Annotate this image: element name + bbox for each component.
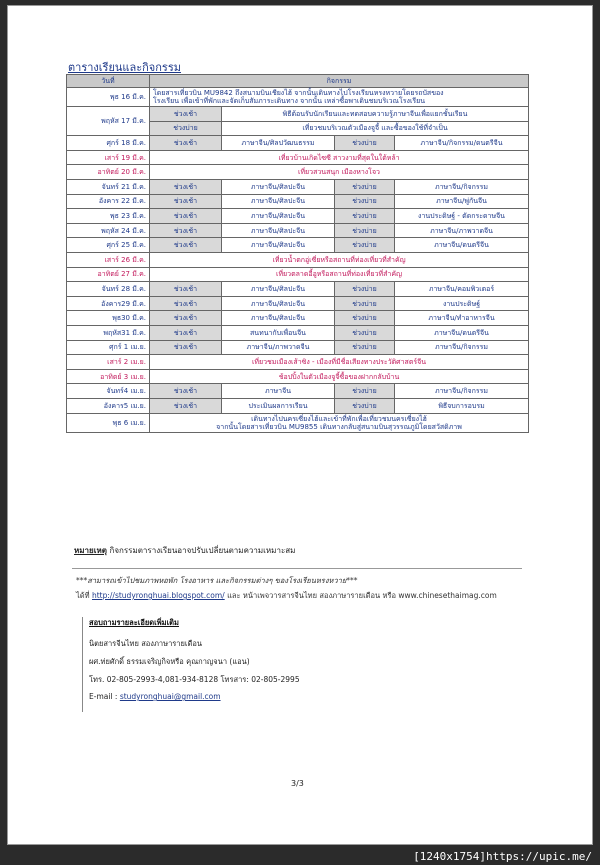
contact-line: นิตยสารจีนไทย สองภาษารายเดือน bbox=[89, 639, 202, 648]
activity-cell: เที่ยวสวนสนุก เมืองหางโจว bbox=[150, 165, 529, 180]
image-footer: [1240x1754]https://upic.me/ bbox=[413, 850, 592, 863]
promo-suffix: และ หน้าเพจวารสารจีนไทย สองภาษารายเดือน หรือ www.chinesethaimag.com bbox=[224, 591, 497, 600]
promo-links bbox=[76, 590, 497, 602]
email-link[interactable]: studyronghuai@gmail.com bbox=[119, 692, 221, 701]
activity-cell: ภาษาจีน/ศิลปวัฒนธรรม bbox=[222, 136, 335, 151]
activity-cell: ภาษาจีน/คอมพิวเตอร์ bbox=[395, 282, 529, 297]
session-label: ช่วงบ่าย bbox=[335, 282, 395, 297]
row-activity bbox=[150, 413, 529, 432]
contact-phone: โทร. 02-805-2993-4,081-934-8128 โทรสาร: 02-805-2995 bbox=[89, 675, 300, 684]
session-label: ช่วงเช้า bbox=[150, 326, 222, 341]
activity-cell: ภาษาจีน/ศิลปะจีน bbox=[222, 282, 335, 297]
row-day: เสาร์ 2 เม.ย. bbox=[67, 355, 150, 370]
activity-cell: ภาษาจีน/ศิลปะจีน bbox=[222, 223, 335, 238]
activity-cell: เที่ยวน้ำตกอู่เซี่ยหรือสถานที่ท่องเที่ยวที่สำคัญ bbox=[150, 253, 529, 268]
table-row bbox=[67, 413, 529, 432]
schedule-table bbox=[66, 74, 529, 433]
session-label: ช่วงเช้า bbox=[150, 340, 222, 355]
table-row bbox=[67, 398, 529, 413]
row-day: จันทร์4 เม.ย. bbox=[67, 384, 150, 399]
row-day: ศุกร์ 1 เม.ย. bbox=[67, 340, 150, 355]
activity-cell: ภาษาจีน/กิจกรรม/ดนตรีจีน bbox=[395, 136, 529, 151]
table-row bbox=[67, 253, 529, 268]
table-header-row bbox=[67, 75, 529, 88]
table-row bbox=[67, 165, 529, 180]
row-day: พุธ 16 มี.ค. bbox=[67, 88, 150, 107]
session-label: ช่วงบ่าย bbox=[335, 311, 395, 326]
table-row bbox=[67, 311, 529, 326]
activity-cell: ภาษาจีน/กิจกรรม bbox=[395, 340, 529, 355]
row-day: ศุกร์ 18 มี.ค. bbox=[67, 136, 150, 151]
activity-cell: ภาษาจีน/ภาพวาดจีน bbox=[395, 223, 529, 238]
row-day: อาทิตย์ 20 มี.ค. bbox=[67, 165, 150, 180]
table-row bbox=[67, 107, 529, 122]
email-label: E-mail : bbox=[89, 692, 120, 701]
activity-line: เดินทางไปนครเซี่ยงไฮ้และเข้าที่พักเพื่อเที่ยวชมนครเซี่ยงไฮ้ bbox=[251, 414, 427, 423]
activity-cell: ภาษาจีน/ภาพวาดจีน bbox=[222, 340, 335, 355]
activity-line: จากนั้นโดยสารเที่ยวบิน MU9855 เดินทางกลับสู่สนามบินสุวรรณภูมิโดยสวัสดิภาพ bbox=[216, 422, 462, 431]
row-day: พุธ 23 มี.ค. bbox=[67, 209, 150, 224]
table-row bbox=[67, 180, 529, 195]
activity-cell: ประเมินผลการเรียน bbox=[222, 398, 335, 413]
row-day: อาทิตย์ 3 เม.ย. bbox=[67, 369, 150, 384]
activity-cell: ภาษาจีน/ศิลปะจีน bbox=[222, 180, 335, 195]
session-label: ช่วงเช้า bbox=[150, 136, 222, 151]
blog-link[interactable]: http://studyronghuai.blogspot.com/ bbox=[91, 591, 225, 600]
note bbox=[74, 544, 295, 557]
activity-cell: งานประดิษฐ์ - ตัดกระดาษจีน bbox=[395, 209, 529, 224]
activity-cell: ภาษาจีน/ศิลปะจีน bbox=[222, 238, 335, 253]
activity-cell: สนทนากับเพื่อนจีน bbox=[222, 326, 335, 341]
activity-cell: งานประดิษฐ์ bbox=[395, 296, 529, 311]
table-row bbox=[67, 150, 529, 165]
activity-cell: ภาษาจีน bbox=[222, 384, 335, 399]
table-row bbox=[67, 88, 529, 107]
divider bbox=[72, 568, 522, 569]
activity-cell: ช้อปปิ้งในตัวเมืองจูจี้ซื้อของฝากกลับบ้าน bbox=[150, 369, 529, 384]
activity-line: โดยสารเที่ยวบิน MU9842 ถึงสนามบินเชียงไฮ้ จากนั้นเดินทางไปโรงเรียนหรงหวายโดยรถบัสของ bbox=[153, 89, 444, 97]
session-label: ช่วงเช้า bbox=[150, 223, 222, 238]
note-text: กิจกรรมตารางเรียนอาจปรับเปลี่ยนตามความเหมาะสม bbox=[106, 546, 296, 555]
activity-cell: พิธีจบการอบรม bbox=[395, 398, 529, 413]
session-label: ช่วงเช้า bbox=[150, 107, 222, 122]
row-day: อังคาร 22 มี.ค. bbox=[67, 194, 150, 209]
session-label: ช่วงบ่าย bbox=[335, 209, 395, 224]
row-day: พุธ30 มี.ค. bbox=[67, 311, 150, 326]
row-day: จันทร์ 21 มี.ค. bbox=[67, 180, 150, 195]
session-label: ช่วงเช้า bbox=[150, 384, 222, 399]
row-day: อาทิตย์ 27 มี.ค. bbox=[67, 267, 150, 282]
row-day: จันทร์ 28 มี.ค. bbox=[67, 282, 150, 297]
row-day: พุธ 6 เม.ย. bbox=[67, 413, 150, 432]
activity-cell: ภาษาจีน/พู่กันจีน bbox=[395, 194, 529, 209]
session-label: ช่วงบ่าย bbox=[335, 398, 395, 413]
contact-line: ผศ.ท่ยศักดิ์ ธรรมเจริญกิจหรือ คุณกาญจนา (แอน) bbox=[89, 657, 250, 666]
row-day: พฤหัส31 มี.ค. bbox=[67, 326, 150, 341]
row-activity bbox=[150, 88, 529, 107]
session-label: ช่วงเช้า bbox=[150, 238, 222, 253]
session-label: ช่วงบ่าย bbox=[335, 340, 395, 355]
activity-cell: เที่ยวชมเมืองเส้าซิง - เมืองที่มีชื่อเสียงทางประวัติศาสตร์จีน bbox=[150, 355, 529, 370]
page-number: 3/3 bbox=[291, 779, 304, 788]
promo-text: ***สามารถเข้าไปชมภาพหอพัก โรงอาหาร และกิจกรรมต่างๆ ของโรงเรียนหรงหวาย*** bbox=[76, 576, 358, 585]
row-day: อังคาร29 มี.ค. bbox=[67, 296, 150, 311]
table-row bbox=[67, 369, 529, 384]
session-label: ช่วงเช้า bbox=[150, 194, 222, 209]
table-row bbox=[67, 340, 529, 355]
row-day: อังคาร5 เม.ย. bbox=[67, 398, 150, 413]
contact-heading: สอบถามรายละเอียดเพิ่มเติม bbox=[89, 618, 179, 627]
activity-cell: พิธีต้อนรับนักเรียนและทดสอบความรู้ภาษาจีนเพื่อแยกชั้นเรียน bbox=[222, 107, 529, 122]
activity-cell: เที่ยวบ้านเกิดไซซี สาวงามที่สุดในใต้หล้า bbox=[150, 150, 529, 165]
activity-cell: ภาษาจีน/ศิลปะจีน bbox=[222, 209, 335, 224]
session-label: ช่วงเช้า bbox=[150, 311, 222, 326]
table-row bbox=[67, 136, 529, 151]
header-day: วันที่ bbox=[67, 75, 150, 88]
activity-cell: ภาษาจีน/ศิลปะจีน bbox=[222, 194, 335, 209]
contact-email-line bbox=[89, 692, 522, 701]
session-label: ช่วงเช้า bbox=[150, 296, 222, 311]
contact-box bbox=[82, 617, 522, 712]
session-label: ช่วงบ่าย bbox=[335, 194, 395, 209]
table-row bbox=[67, 296, 529, 311]
activity-cell: ภาษาจีน/ศิลปะจีน bbox=[222, 311, 335, 326]
table-row bbox=[67, 326, 529, 341]
session-label: ช่วงบ่าย bbox=[335, 238, 395, 253]
table-row bbox=[67, 223, 529, 238]
table-row bbox=[67, 238, 529, 253]
activity-cell: ภาษาจีน/ดนตรีจีน bbox=[395, 238, 529, 253]
promo-prefix: ได้ที่ bbox=[76, 591, 92, 600]
session-label: ช่วงเช้า bbox=[150, 282, 222, 297]
session-label: ช่วงเช้า bbox=[150, 180, 222, 195]
page-title: ตารางเรียนและกิจกรรม bbox=[68, 61, 181, 74]
table-row bbox=[67, 194, 529, 209]
row-day: ศุกร์ 25 มี.ค. bbox=[67, 238, 150, 253]
activity-cell: เที่ยวชมบริเวณตัวเมืองจูจี้ และซื้อของใช้ที่จำเป็น bbox=[222, 121, 529, 136]
table-row bbox=[67, 267, 529, 282]
table-row bbox=[67, 209, 529, 224]
session-label: ช่วงเช้า bbox=[150, 209, 222, 224]
note-label: หมายเหตุ bbox=[74, 546, 107, 555]
session-label: ช่วงเช้า bbox=[150, 398, 222, 413]
table-row bbox=[67, 384, 529, 399]
row-day: เสาร์ 19 มี.ค. bbox=[67, 150, 150, 165]
activity-cell: ภาษาจีน/ทำอาหารจีน bbox=[395, 311, 529, 326]
activity-line: โรงเรียน เพื่อเข้าที่พักและจัดเก็บสัมภาระเดินทาง จากนั้น เหล่าซื้อพาเดินชมบริเวณโรงเรียน bbox=[153, 97, 426, 106]
activity-cell: ภาษาจีน/กิจกรรม bbox=[395, 384, 529, 399]
activity-cell: ภาษาจีน/กิจกรรม bbox=[395, 180, 529, 195]
session-label: ช่วงบ่าย bbox=[335, 136, 395, 151]
header-activity: กิจกรรม bbox=[150, 75, 529, 88]
session-label: ช่วงบ่าย bbox=[335, 296, 395, 311]
activity-cell: เที่ยวตลาดอี้อูหรือสถานที่ท่องเที่ยวที่สำคัญ bbox=[150, 267, 529, 282]
table-row bbox=[67, 282, 529, 297]
session-label: ช่วงบ่าย bbox=[335, 223, 395, 238]
session-label: ช่วงบ่าย bbox=[335, 384, 395, 399]
activity-cell: ภาษาจีน/ดนตรีจีน bbox=[395, 326, 529, 341]
table-row bbox=[67, 355, 529, 370]
row-day: พฤหัส 24 มี.ค. bbox=[67, 223, 150, 238]
session-label: ช่วงบ่าย bbox=[335, 326, 395, 341]
activity-cell: ภาษาจีน/ศิลปะจีน bbox=[222, 296, 335, 311]
row-day: พฤหัส 17 มี.ค. bbox=[67, 107, 150, 136]
row-day: เสาร์ 26 มี.ค. bbox=[67, 253, 150, 268]
session-label: ช่วงบ่าย bbox=[150, 121, 222, 136]
session-label: ช่วงบ่าย bbox=[335, 180, 395, 195]
